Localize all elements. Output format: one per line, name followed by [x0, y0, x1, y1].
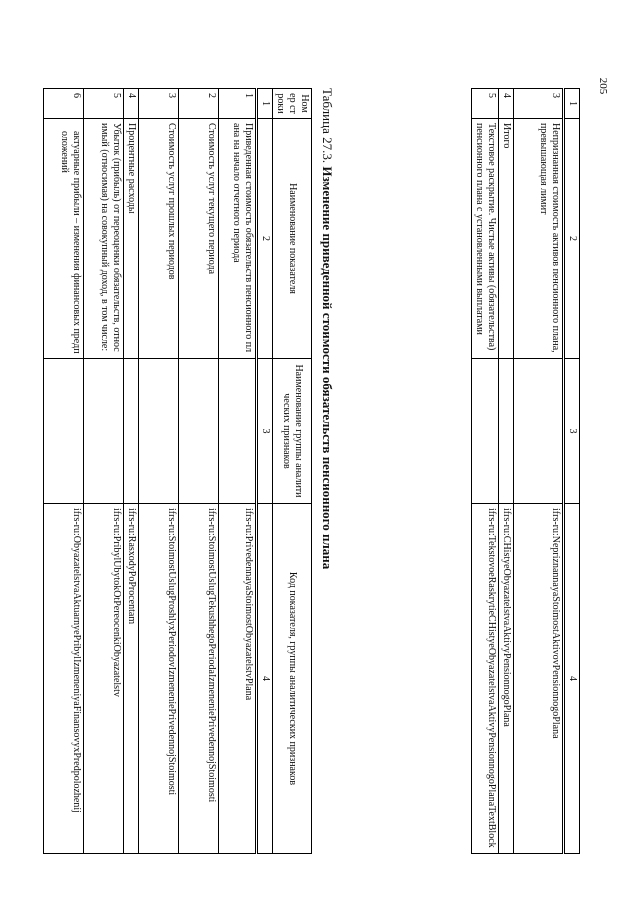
- page-number: 205: [597, 77, 609, 95]
- column-number: 2: [257, 119, 273, 359]
- row-number: 6: [44, 89, 84, 119]
- table-row: [139, 89, 179, 854]
- column-number: 4: [564, 504, 580, 854]
- group-name: [499, 359, 514, 504]
- group-name: [219, 359, 257, 504]
- indicator-code: ifrs-ru:RasxodyPoProcentam: [124, 504, 139, 854]
- table-pension-plan-assets: [471, 88, 580, 854]
- indicator-name: Текстовое раскрытие. Чистые активы (обязательства) пенсионного плана с установленными выплатами: [472, 119, 499, 359]
- group-name: [139, 359, 179, 504]
- group-name: [514, 359, 564, 504]
- table-column-numbers: [564, 89, 580, 854]
- indicator-code: ifrs-ru:PribylUbytokOtPereocenkiObyazatelstv: [84, 504, 124, 854]
- row-number: 5: [84, 89, 124, 119]
- indicator-code: ifrs-ru:PrivedennayaStoimostObyazatelstvPlana: [219, 504, 257, 854]
- header-row-number: Номер строки: [273, 89, 312, 119]
- indicator-code: ifrs-ru:ObyazatelstvaAktuarnyePribylIzmeneniyaFinansovyxPredpolozhenij: [44, 504, 84, 854]
- table-row: [84, 89, 124, 854]
- column-number: 2: [564, 119, 580, 359]
- indicator-name: Непризнанная стоимость активов пенсионного плана, превышающая лимит: [514, 119, 564, 359]
- row-number: 1: [219, 89, 257, 119]
- indicator-name: Убыток (прибыль) от переоценки обязательств, относимый (относимая) на совокупный доход, в том числе:: [84, 119, 124, 359]
- indicator-name: Приведенная стоимость обязательств пенсионного плана на начало отчетного периода: [219, 119, 257, 359]
- group-name: [179, 359, 219, 504]
- table-obligation-changes: [43, 88, 312, 854]
- indicator-code: ifrs-ru:StoimostUslugProshlyxPeriodovIzmeneniePrivedennojStoimosti: [139, 504, 179, 854]
- column-number: 3: [257, 359, 273, 504]
- table-row: [179, 89, 219, 854]
- header-indicator-code: Код показателя, группы аналитических признаков: [273, 504, 312, 854]
- indicator-name: актуарные прибыли – изменения финансовых предположений: [44, 119, 84, 359]
- indicator-name: Стоимость услуг прошлых периодов: [139, 119, 179, 359]
- group-name: [84, 359, 124, 504]
- indicator-code: ifrs-ru:NepriznannayaStoimostAktivovPensionnogoPlana: [514, 504, 564, 854]
- indicator-name: Стоимость услуг текущего периода: [179, 119, 219, 359]
- row-number: 3: [139, 89, 179, 119]
- table-row: [499, 89, 514, 854]
- row-number: 4: [124, 89, 139, 119]
- table-row: [44, 89, 84, 854]
- table-column-numbers: [257, 89, 273, 854]
- column-number: 3: [564, 359, 580, 504]
- indicator-code: ifrs-ru:StoimostUslugTekushhegoPeriodaIzmeneniePrivedennojStoimosti: [179, 504, 219, 854]
- group-name: [124, 359, 139, 504]
- table-row: [124, 89, 139, 854]
- caption-title: Изменение приведенной стоимости обязательств пенсионного плана: [320, 166, 335, 570]
- table-row: [472, 89, 499, 854]
- table-row: [514, 89, 564, 854]
- column-number: 1: [257, 89, 273, 119]
- table-row: [219, 89, 257, 854]
- row-number: 3: [514, 89, 564, 119]
- indicator-code: ifrs-ru:TekstovoeRaskrytieCHistyeObyazatelstvaAktivyPensionnogoPlanaTextBlock: [472, 504, 499, 854]
- header-group-name: Наименование группы аналитических признаков: [273, 359, 312, 504]
- group-name: [44, 359, 84, 504]
- indicator-name: Итого: [499, 119, 514, 359]
- indicator-code: ifrs-ru:CHistyeObyazatelstvaAktivyPensionnogoPlana: [499, 504, 514, 854]
- row-number: 2: [179, 89, 219, 119]
- table-caption: [319, 88, 335, 853]
- column-number: 4: [257, 504, 273, 854]
- column-number: 1: [564, 89, 580, 119]
- row-number: 5: [472, 89, 499, 119]
- row-number: 4: [499, 89, 514, 119]
- indicator-name: Процентные расходы: [124, 119, 139, 359]
- group-name: [472, 359, 499, 504]
- header-indicator-name: Наименование показателя: [273, 119, 312, 359]
- rotated-page-content: [60, 88, 580, 853]
- table-header: [273, 89, 312, 854]
- caption-prefix: Таблица 27.3.: [320, 88, 335, 164]
